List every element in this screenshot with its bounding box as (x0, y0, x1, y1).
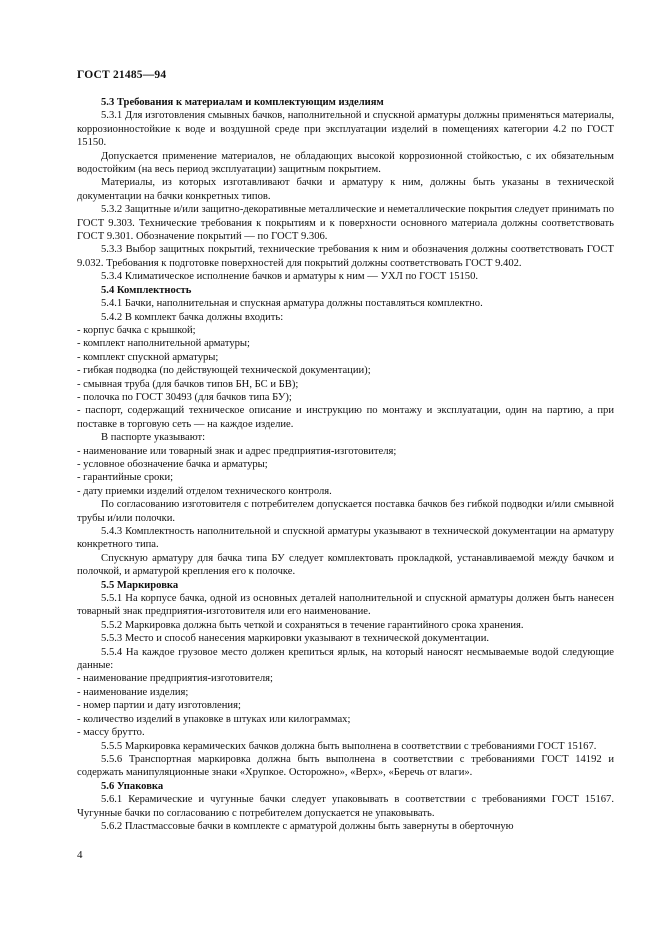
paragraph: Материалы, из которых изготавливают бачки и арматуру к ним, должны быть указаны в технической документации на бачки конкретных типов. (77, 177, 614, 202)
document-body (77, 96, 614, 833)
paragraph: 5.3.3 Выбор защитных покрытий, технические требования к ним и обозначения должны соответствовать ГОСТ 9.032. Требования к подготовке поверхностей для покрытий должны соответствовать ГОСТ 9.402. (77, 244, 614, 269)
paragraph: 5.6.1 Керамические и чугунные бачки следует упаковывать в соответствии с требованиями ГОСТ 15167. Чугунные бачки по согласованию с потребителем допускается не упаковывать. (77, 794, 614, 819)
paragraph: 5.5.6 Транспортная маркировка должна быть выполнена в соответствии с требованиями ГОСТ 14192 и содержать манипуляционные знаки «Хрупкое. Осторожно», «Верх», «Беречь от влаги». (77, 753, 614, 779)
paragraph: 5.5.1 На корпусе бачка, одной из основных деталей наполнительной и спускной арматуры должен быть нанесен товарный знак предприятия-изготовителя или его наименование. (77, 593, 614, 618)
list-item: - условное обозначение бачка и арматуры; (77, 458, 268, 470)
section-heading-5-3: 5.3 Требования к материалам и комплектующим изделиям (101, 97, 384, 108)
section-heading-5-4: 5.4 Комплектность (101, 284, 192, 296)
list-item: - смывная труба (для бачков типов БН, БС и БВ); (77, 378, 299, 390)
paragraph: 5.4.1 Бачки, наполнительная и спускная арматура должны поставляться комплектно. (101, 298, 483, 310)
section-heading-5-5: 5.5 Маркировка (101, 579, 179, 591)
list-item: - дату приемки изделий отделом технического контроля. (77, 485, 332, 497)
paragraph: 5.3.4 Климатическое исполнение бачков и арматуры к ним — УХЛ по ГОСТ 15150. (101, 271, 479, 283)
list-item: - наименование или товарный знак и адрес предприятия-изготовителя; (77, 445, 397, 457)
list-item: - наименование предприятия-изготовителя; (77, 673, 273, 685)
list-item: - комплект спускной арматуры; (77, 351, 219, 363)
paragraph: 5.4.2 В комплект бачка должны входить: (101, 311, 284, 323)
list-item: - гибкая подводка (по действующей технической документации); (77, 365, 371, 377)
list-item: - номер партии и дату изготовления; (77, 700, 241, 712)
document-header: ГОСТ 21485—94 (77, 69, 167, 81)
paragraph: 5.5.3 Место и способ нанесения маркировки указывают в технической документации. (101, 633, 490, 645)
paragraph: 5.6.2 Пластмассовые бачки в комплекте с арматурой должны быть завернуты в оберточную (101, 820, 514, 832)
paragraph: 5.5.2 Маркировка должна быть четкой и сохраняться в течение гарантийного срока хранения. (101, 619, 524, 631)
list-item: - наименование изделия; (77, 686, 189, 698)
paragraph: Допускается применение материалов, не обладающих высокой коррозионной стойкостью, с их обязательным водостойким (на весь период эксплуатации) защитным покрытием. (77, 150, 614, 176)
paragraph: По согласованию изготовителя с потребителем допускается поставка бачков без гибкой подводки и/или смывной трубы и/или полочки. (77, 499, 614, 524)
list-item: - корпус бачка с крышкой; (77, 324, 196, 336)
list-item: - полочка по ГОСТ 30493 (для бачков типа БУ); (77, 391, 292, 403)
list-item: - паспорт, содержащий техническое описание и инструкцию по монтажу и эксплуатации, один на партию, а при поставке в торговую сеть — на каждое изделие. (77, 405, 614, 430)
paragraph: 5.4.3 Комплектность наполнительной и спускной арматуры указывают в технической документации на арматуру конкретного типа. (77, 526, 614, 551)
section-heading-5-6: 5.6 Упаковка (101, 780, 164, 792)
list-item: - количество изделий в упаковке в штуках или килограммах; (77, 713, 351, 725)
page-number: 4 (77, 849, 83, 861)
paragraph: 5.5.5 Маркировка керамических бачков должна быть выполнена в соответствии с требованиями ГОСТ 15167. (101, 740, 597, 752)
paragraph: 5.5.4 На каждое грузовое место должен крепиться ярлык, на который наносят несмываемые водой следующие данные: (77, 646, 614, 672)
list-item: - комплект наполнительной арматуры; (77, 338, 250, 350)
list-item: - гарантийные сроки; (77, 472, 174, 484)
paragraph: В паспорте указывают: (101, 432, 206, 444)
paragraph: Спускную арматуру для бачка типа БУ следует комплектовать прокладкой, устанавливаемой между бачком и полочкой, и арматурой крепления его к полочке. (77, 552, 614, 578)
paragraph: 5.3.2 Защитные и/или защитно-декоративные металлические и неметаллические покрытия следует принимать по ГОСТ 9.303. Технические требования к покрытиям и к поверхности основного материала должны соответствовать ГОСТ 9.301. Обозначение покрытий — по ГОСТ 9.306. (77, 204, 614, 243)
list-item: - массу брутто. (77, 727, 145, 739)
paragraph: 5.3.1 Для изготовления смывных бачков, наполнительной и спускной арматуры должны применяться материалы, коррозионностойкие к воде и воздушной среде при эксплуатации изделий в помещениях категории 4.2 по ГОСТ 15150. (77, 110, 614, 149)
